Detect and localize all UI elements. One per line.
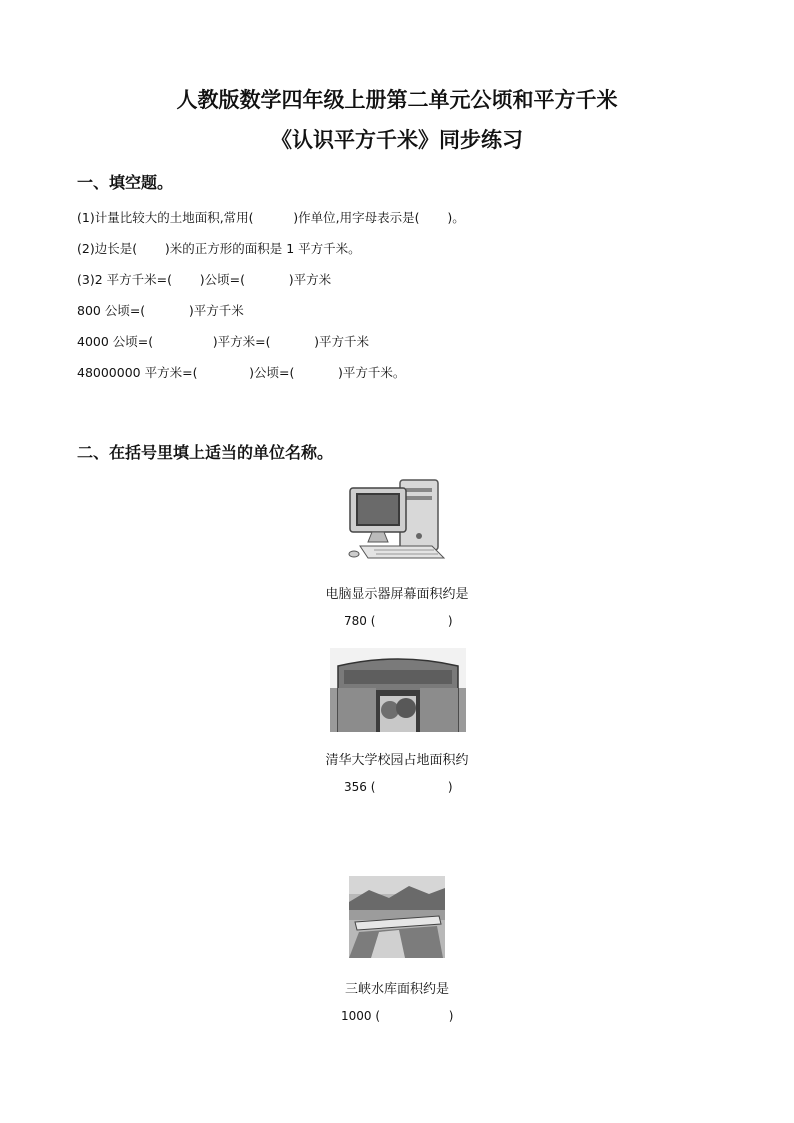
section-heading-units: 二、在括号里填上适当的单位名称。 xyxy=(77,443,334,462)
item-caption: 三峡水库面积约是 xyxy=(344,982,449,997)
dam-reservoir-icon xyxy=(349,876,445,958)
section-heading-fill-blank: 一、填空题。 xyxy=(77,173,174,192)
university-gate-icon xyxy=(330,648,466,732)
computer-icon xyxy=(346,478,448,562)
question-line: 4000 公顷=( )平方米=( )平方千米 xyxy=(77,334,370,349)
question-line: (3)2 平方千米=( )公顷=( )平方米 xyxy=(77,272,332,287)
question-line: 800 公顷=( )平方千米 xyxy=(77,303,244,318)
item-answer: 356 ( ) xyxy=(344,780,453,794)
question-line: 48000000 平方米=( )公顷=( )平方千米。 xyxy=(77,365,406,380)
question-line: (2)边长是( )米的正方形的面积是 1 平方千米。 xyxy=(77,241,361,256)
worksheet-subtitle: 《认识平方千米》同步练习 xyxy=(271,127,523,152)
item-caption: 清华大学校园占地面积约 xyxy=(325,753,469,768)
item-answer: 1000 ( ) xyxy=(341,1009,454,1023)
item-answer: 780 ( ) xyxy=(344,614,453,628)
question-line: (1)计量比较大的土地面积,常用( )作单位,用字母表示是( )。 xyxy=(77,210,465,225)
item-caption: 电脑显示器屏幕面积约是 xyxy=(325,587,469,602)
worksheet-title: 人教版数学四年级上册第二单元公顷和平方千米 xyxy=(176,87,618,112)
